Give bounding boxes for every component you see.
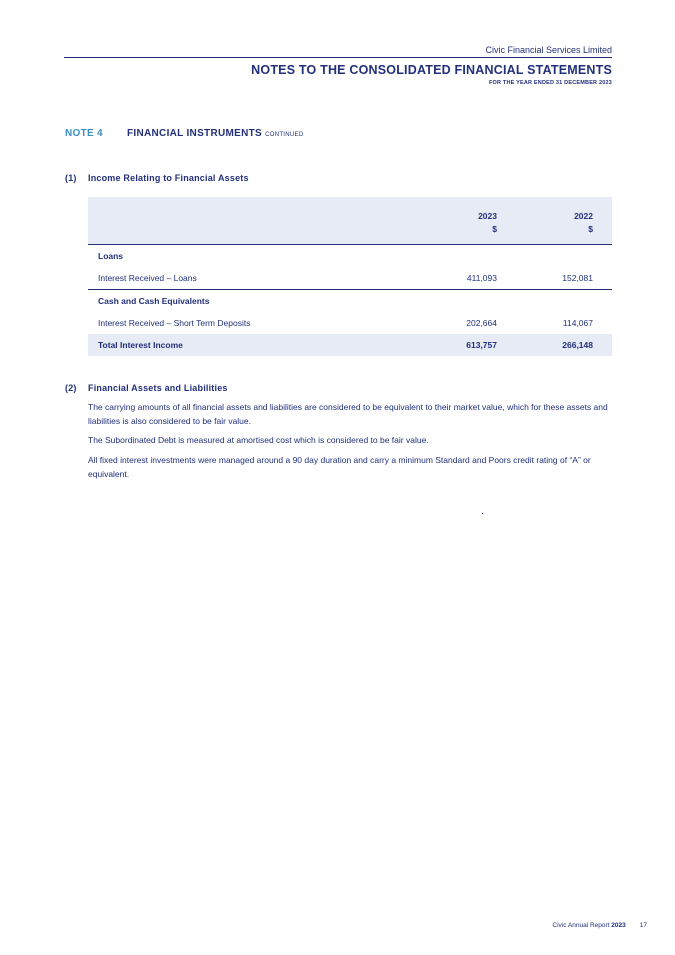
page-title: NOTES TO THE CONSOLIDATED FINANCIAL STATEMENTS [251, 63, 612, 77]
stray-mark [482, 513, 483, 514]
row-value-2022: 114,067 [562, 318, 593, 328]
table-row-loans-group [88, 245, 612, 267]
section-title-2: Financial Assets and Liabilities [88, 383, 228, 393]
row-value-2022: 152,081 [562, 273, 593, 283]
footer-report: Civic Annual Report [552, 922, 610, 929]
table-header [88, 197, 612, 245]
currency-2022: $ [588, 224, 593, 234]
section-number-1: (1) [65, 173, 77, 183]
total-value-2022: 266,148 [562, 340, 593, 350]
income-table [88, 197, 612, 356]
group-label: Cash and Cash Equivalents [98, 296, 210, 306]
table-row-total [88, 334, 612, 356]
page-number: 17 [639, 922, 647, 929]
section-number-2: (2) [65, 383, 77, 393]
table-row-cash-group [88, 290, 612, 312]
paragraph: The carrying amounts of all financial assets and liabilities are considered to be equivalent to their market value, which for these assets and liabilities is also considered to be fair value. [88, 402, 608, 426]
note-heading [65, 128, 304, 139]
row-value-2023: 411,093 [466, 273, 497, 283]
page-footer [552, 922, 647, 929]
note-label: NOTE 4 [65, 128, 103, 139]
paragraph: All fixed interest investments were managed around a 90 day duration and carry a minimum Standard and Poors credit rating of “A” or equivalent. [88, 455, 591, 479]
header-rule [64, 57, 612, 58]
note-title-block [127, 128, 303, 139]
table-row [88, 312, 612, 334]
row-label: Interest Received – Loans [98, 273, 197, 283]
column-header-2022: 2022 [574, 211, 593, 221]
section-heading-1 [65, 173, 249, 183]
column-header-2023: 2023 [478, 211, 497, 221]
table-row [88, 267, 612, 290]
footer-year: 2023 [611, 922, 626, 929]
group-label: Loans [98, 251, 124, 261]
row-value-2023: 202,664 [466, 318, 497, 328]
note-title: FINANCIAL INSTRUMENTS [127, 128, 263, 139]
total-value-2023: 613,757 [466, 340, 497, 350]
section-title-1: Income Relating to Financial Assets [88, 173, 249, 183]
currency-2023: $ [492, 224, 497, 234]
paragraph: The Subordinated Debt is measured at amortised cost which is considered to be fair value. [88, 435, 429, 445]
total-label: Total Interest Income [98, 340, 183, 350]
row-label: Interest Received – Short Term Deposits [98, 318, 251, 328]
page-subtitle: FOR THE YEAR ENDED 31 DECEMBER 2023 [488, 80, 612, 86]
company-name: Civic Financial Services Limited [485, 45, 612, 55]
section-heading-2 [65, 383, 228, 393]
note-suffix: CONTINUED [265, 132, 304, 138]
